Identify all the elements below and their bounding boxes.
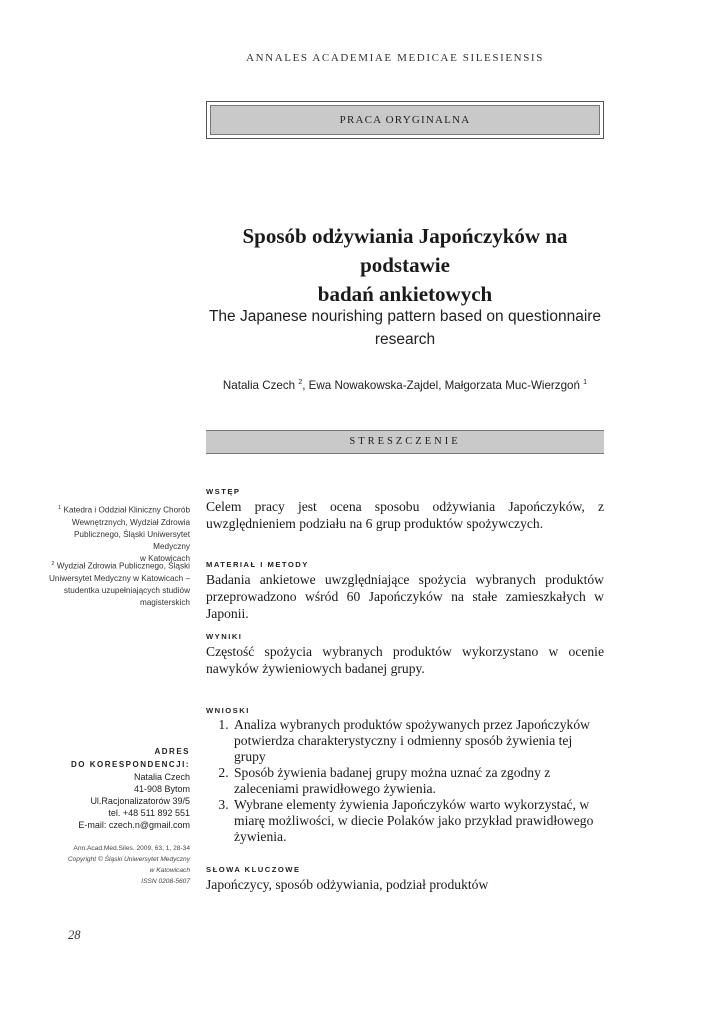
section-intro-text: Celem pracy jest ocena sposobu odżywiania Japończyków, z uwzględnieniem podziału na 6 grup produktów spożywczych. [206,499,604,531]
article-title-english [206,305,604,351]
correspondence-city: 41-908 Bytom [133,784,190,794]
correspondence-name: Natalia Czech [133,772,190,782]
affiliation-1-number: 1 [58,505,62,511]
section-conclusions [206,706,604,845]
summary-heading: STRESZCZENIE [206,430,604,454]
citation-issn: ISSN 0208-5607 [141,878,190,885]
author-list [206,379,604,392]
author-1-affiliation: 2 [298,379,303,387]
affiliation-1-line: w Katowicach [139,553,190,563]
article-type: PRACA ORYGINALNA [210,105,600,135]
conclusions-list [206,717,604,845]
citation-block [40,843,190,887]
section-methods [206,560,604,622]
section-keywords [206,865,604,893]
section-intro [206,487,604,532]
section-keywords-label: SŁOWA KLUCZOWE [206,865,301,874]
affiliation-2-line: magisterskich [139,597,190,607]
page-number: 28 [68,928,81,942]
affiliation-2 [40,558,190,609]
section-methods-text: Badania ankietowe uwzględniające spożycia wybranych produktów przeprowadzono wśród 60 Japończyków na stałe zamieszkałych w Japonii. [206,572,604,621]
title-line-2: badań ankietowych [317,282,493,306]
correspondence-street: Ul.Racjonalizatorów 39/5 [90,796,190,806]
title-en-line-2: research [374,331,436,348]
section-conclusions-label: WNIOSKI [206,706,250,715]
journal-header: ANNALES ACADEMIAE MEDICAE SILESIENSIS [246,52,544,64]
section-results [206,632,604,677]
section-results-label: WYNIKI [206,632,243,641]
affiliation-2-line: Uniwersytet Medyczny w Katowicach – [48,573,190,583]
conclusion-item: 3. Wybrane elementy żywienia Japończyków warto wykorzystać, w miarę możliwości, w diecie Polaków jako przykład prawidłowego żywienia. [232,797,604,845]
title-line-1: Sposób odżywiania Japończyków na podstawie [242,224,568,277]
citation-copyright: Copyright © Śląski Uniwersytet Medyczny [67,856,190,863]
conclusion-item: 1. Analiza wybranych produktów spożywanych przez Japończyków potwierdza charakterystyczny i odmienny sposób żywienia tej grupy [232,717,604,765]
section-methods-label: MATERIAŁ I METODY [206,560,309,569]
author-1: Natalia Czech [222,379,296,392]
citation-ref: Ann.Acad.Med.Siles. 2009, 63, 1, 28-34 [73,845,190,852]
affiliation-2-line: Wydział Zdrowia Publicznego, Śląski [56,561,190,571]
affiliation-2-number: 2 [51,561,55,567]
affiliation-1 [40,502,190,565]
affiliation-1-line: Publicznego, Śląski Uniwersytet Medyczny [73,529,190,551]
title-en-line-1: The Japanese nourishing pattern based on questionnaire [208,308,602,325]
conclusion-item: 2. Sposób żywienia badanej grupy można uznać za zgodny z zaleceniami prawidłowego żywienia. [232,765,604,797]
section-keywords-text: Japończycy, sposób odżywiania, podział produktów [206,877,489,892]
section-results-text: Częstość spożycia wybranych produktów wykorzystano w ocenie nawyków żywieniowych badanej grupy. [206,644,604,676]
affiliation-2-line: studentka uzupełniających studiów [63,585,190,595]
correspondence-label: ADRES [154,747,190,756]
author-others: , Ewa Nowakowska-Zajdel, Małgorzata Muc-Wierzgoń [302,379,580,392]
section-intro-label: WSTĘP [206,487,241,496]
correspondence-block [40,745,190,831]
author-others-affiliation: 1 [583,379,588,387]
article-type-box [206,101,604,139]
correspondence-label: DO KORESPONDENCJI: [70,760,190,769]
affiliation-1-line: Katedra i Oddział Kliniczny Chorób [63,505,190,515]
correspondence-phone: tel. +48 511 892 551 [108,808,190,818]
affiliation-1-line: Wewnętrznych, Wydział Zdrowia [71,517,190,527]
article-title [206,222,604,309]
citation-place: w Katowicach [149,867,190,874]
correspondence-email: E-mail: czech.n@gmail.com [78,820,190,830]
